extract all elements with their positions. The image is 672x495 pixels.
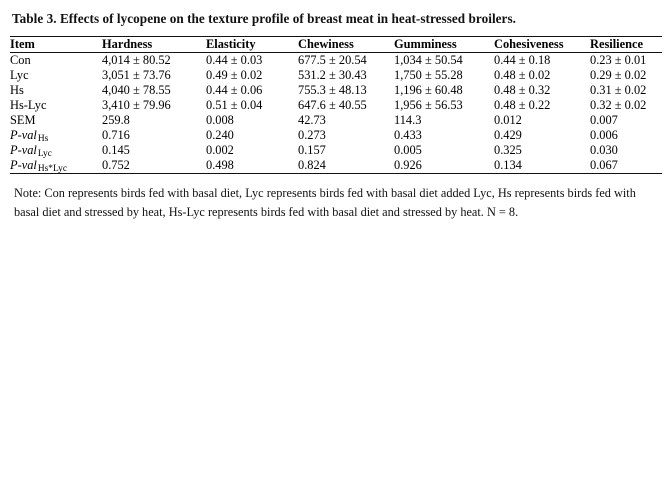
cell-elasticity: 0.44 ± 0.06 [206, 82, 263, 97]
cell-chewiness: 0.273 [298, 127, 326, 142]
cell-chewiness: 42.73 [298, 112, 326, 127]
cell-elasticity: 0.002 [206, 142, 234, 157]
cell-resilience: 0.31 ± 0.02 [590, 82, 647, 97]
column-header-chewiness: Chewiness [298, 36, 354, 51]
cell-hardness: 0.145 [102, 142, 130, 157]
row-label [10, 158, 102, 173]
cell-cohesiveness: 0.48 ± 0.32 [494, 82, 551, 97]
pval-subscript: Lyc [37, 148, 52, 159]
column-header-elasticity: Elasticity [206, 36, 256, 51]
cell-resilience: 0.23 ± 0.01 [590, 52, 647, 67]
cell-resilience: 0.030 [590, 142, 618, 157]
cell-elasticity: 0.51 ± 0.04 [206, 97, 263, 112]
cell-gumminess: 0.005 [394, 142, 422, 157]
cell-hardness: 4,040 ± 78.55 [102, 82, 171, 97]
cell-hardness: 3,410 ± 79.96 [102, 97, 171, 112]
cell-resilience: 0.29 ± 0.02 [590, 67, 647, 82]
cell-chewiness: 677.5 ± 20.54 [298, 52, 367, 67]
cell-gumminess: 1,034 ± 50.54 [394, 52, 463, 67]
cell-cohesiveness: 0.325 [494, 142, 522, 157]
table-row [10, 53, 662, 68]
row-label: Hs-Lyc [10, 97, 47, 112]
pval-label: P-val [10, 157, 37, 172]
column-header-cohesiveness: Cohesiveness [494, 36, 564, 51]
pval-subscript: Hs*Lyc [37, 163, 68, 174]
table-row [10, 68, 662, 83]
cell-cohesiveness: 0.44 ± 0.18 [494, 52, 551, 67]
cell-hardness: 259.8 [102, 112, 130, 127]
cell-gumminess: 0.926 [394, 157, 422, 172]
column-header-item: Item [10, 36, 35, 51]
table-row [10, 113, 662, 128]
table-row [10, 158, 662, 173]
cell-resilience: 0.32 ± 0.02 [590, 97, 647, 112]
pval-subscript: Hs [37, 133, 49, 144]
cell-chewiness: 0.824 [298, 157, 326, 172]
pval-label: P-val [10, 142, 37, 157]
row-label: SEM [10, 112, 36, 127]
row-label [10, 143, 102, 158]
cell-elasticity: 0.240 [206, 127, 234, 142]
cell-hardness: 3,051 ± 73.76 [102, 67, 171, 82]
table-row [10, 143, 662, 158]
cell-cohesiveness: 0.429 [494, 127, 522, 142]
cell-elasticity: 0.44 ± 0.03 [206, 52, 263, 67]
cell-hardness: 4,014 ± 80.52 [102, 52, 171, 67]
row-label: Con [10, 52, 31, 67]
column-header-hardness: Hardness [102, 36, 153, 51]
cell-cohesiveness: 0.48 ± 0.02 [494, 67, 551, 82]
cell-chewiness: 0.157 [298, 142, 326, 157]
table-row [10, 98, 662, 113]
cell-cohesiveness: 0.134 [494, 157, 522, 172]
cell-cohesiveness: 0.48 ± 0.22 [494, 97, 551, 112]
table-caption: Table 3. Effects of lycopene on the texture profile of breast meat in heat-stressed broilers. [12, 11, 516, 26]
table-note: Note: Con represents birds fed with basal diet, Lyc represents birds fed with basal diet added Lyc, Hs represents birds fed with basal diet and stressed by heat, Hs-Lyc represents birds fed with basal diet and stressed by heat. N = 8. [14, 185, 636, 219]
cell-resilience: 0.006 [590, 127, 618, 142]
cell-elasticity: 0.498 [206, 157, 234, 172]
cell-hardness: 0.716 [102, 127, 130, 142]
cell-gumminess: 1,750 ± 55.28 [394, 67, 463, 82]
column-header-gumminess: Gumminess [394, 36, 457, 51]
cell-gumminess: 1,956 ± 56.53 [394, 97, 463, 112]
table-header-row [10, 37, 662, 52]
cell-resilience: 0.067 [590, 157, 618, 172]
table-row [10, 83, 662, 98]
texture-profile-table [10, 37, 662, 52]
cell-gumminess: 1,196 ± 60.48 [394, 82, 463, 97]
row-label [10, 128, 102, 143]
column-header-resilience: Resilience [590, 36, 643, 51]
texture-profile-table-body [10, 53, 662, 173]
cell-resilience: 0.007 [590, 112, 618, 127]
cell-chewiness: 755.3 ± 48.13 [298, 82, 367, 97]
table-row [10, 128, 662, 143]
cell-gumminess: 114.3 [394, 112, 422, 127]
pval-label: P-val [10, 127, 37, 142]
cell-elasticity: 0.49 ± 0.02 [206, 67, 263, 82]
cell-chewiness: 531.2 ± 30.43 [298, 67, 367, 82]
row-label: Lyc [10, 67, 29, 82]
cell-cohesiveness: 0.012 [494, 112, 522, 127]
cell-gumminess: 0.433 [394, 127, 422, 142]
cell-elasticity: 0.008 [206, 112, 234, 127]
row-label: Hs [10, 82, 24, 97]
cell-chewiness: 647.6 ± 40.55 [298, 97, 367, 112]
cell-hardness: 0.752 [102, 157, 130, 172]
